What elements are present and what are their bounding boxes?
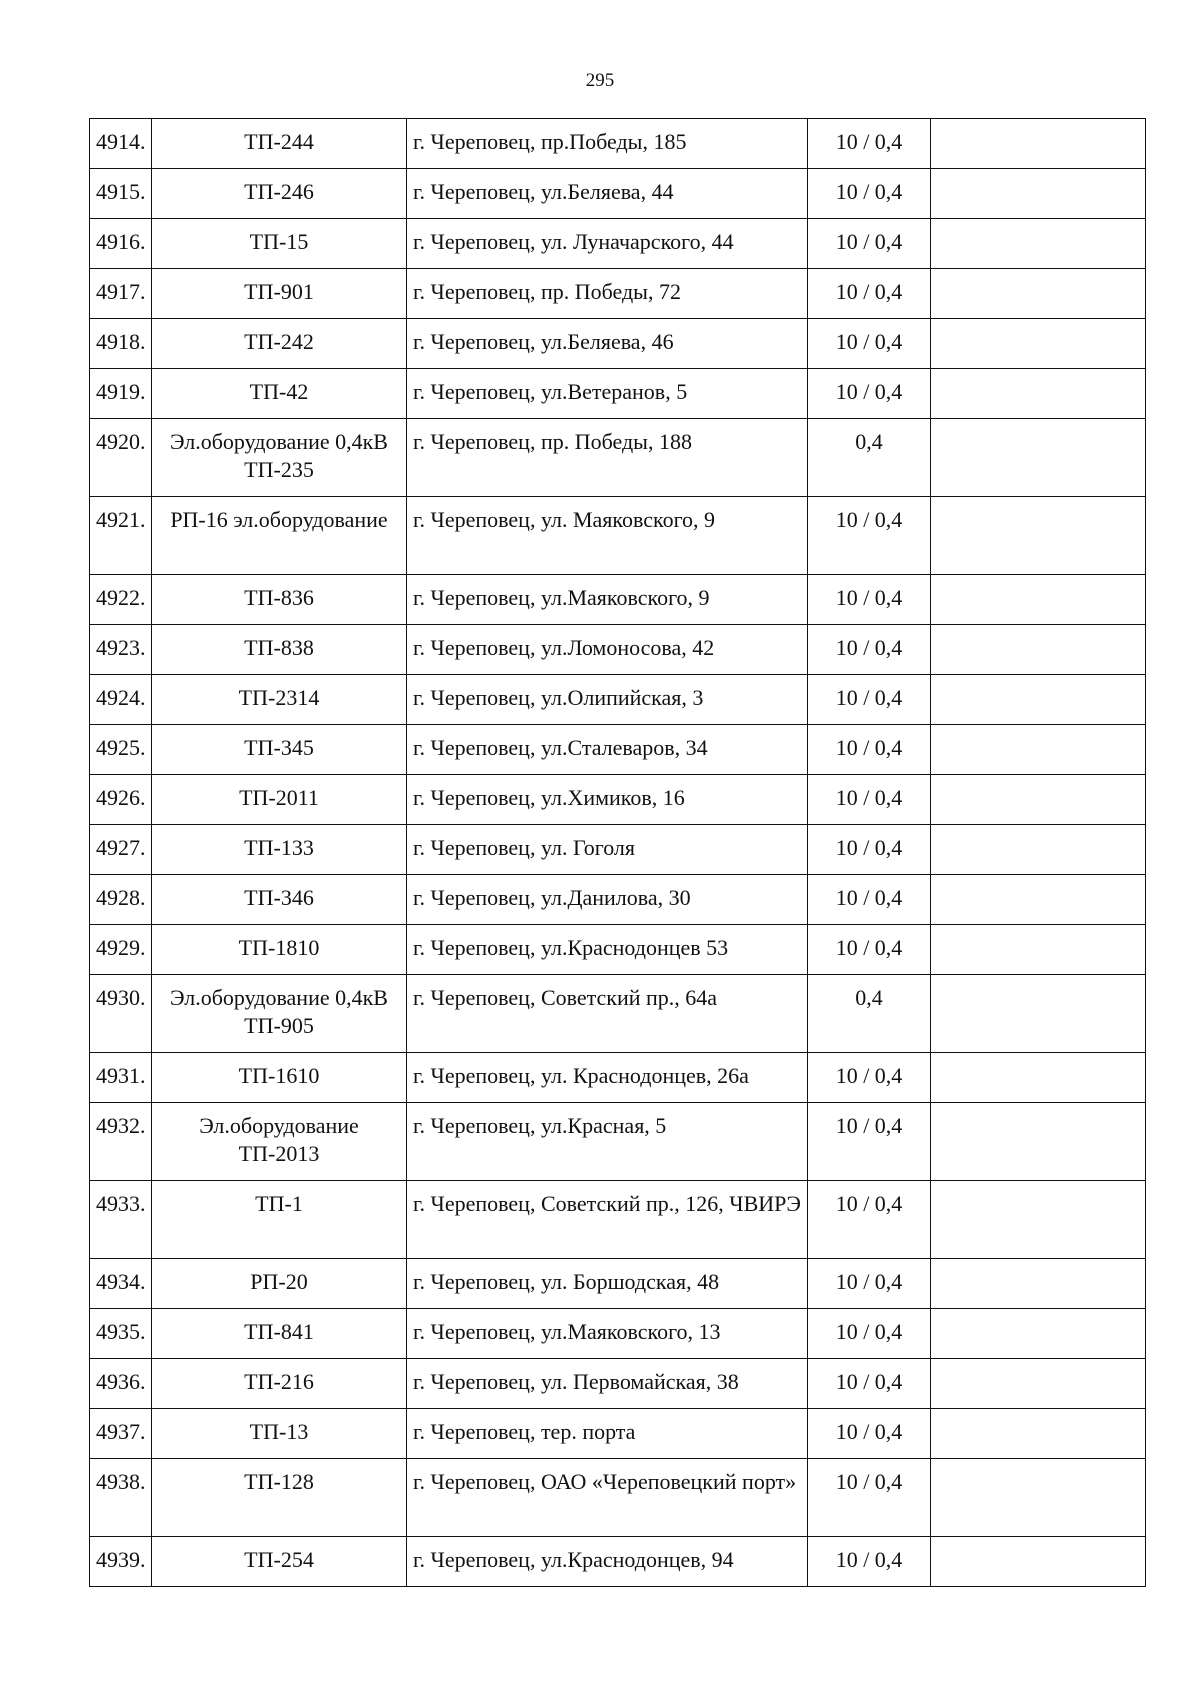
row-number: 4927. [90, 825, 152, 875]
table-row [90, 875, 1146, 925]
table-row [90, 1259, 1146, 1309]
object-note [931, 675, 1146, 725]
object-voltage: 10 / 0,4 [808, 925, 931, 975]
row-number: 4922. [90, 575, 152, 625]
row-number: 4931. [90, 1053, 152, 1103]
object-address: г. Череповец, ул. Маяковского, 9 [407, 497, 808, 575]
object-address: г. Череповец, ул. Гоголя [407, 825, 808, 875]
object-address: г. Череповец, ул.Ветеранов, 5 [407, 369, 808, 419]
object-address: г. Череповец, Советский пр., 64а [407, 975, 808, 1053]
object-voltage: 10 / 0,4 [808, 1537, 931, 1587]
object-address: г. Череповец, ул. Боршодская, 48 [407, 1259, 808, 1309]
object-address: г. Череповец, ул.Данилова, 30 [407, 875, 808, 925]
object-voltage: 10 / 0,4 [808, 675, 931, 725]
object-address: г. Череповец, ул.Ломоносова, 42 [407, 625, 808, 675]
row-number: 4934. [90, 1259, 152, 1309]
object-note [931, 825, 1146, 875]
object-address: г. Череповец, ул.Химиков, 16 [407, 775, 808, 825]
table-row [90, 1359, 1146, 1409]
object-address: г. Череповец, ул. Краснодонцев, 26а [407, 1053, 808, 1103]
object-voltage: 0,4 [808, 419, 931, 497]
object-note [931, 1309, 1146, 1359]
object-name: ТП-128 [152, 1459, 407, 1537]
object-voltage: 10 / 0,4 [808, 1181, 931, 1259]
object-name: ТП-242 [152, 319, 407, 369]
object-voltage: 10 / 0,4 [808, 725, 931, 775]
table-row [90, 675, 1146, 725]
object-name: РП-20 [152, 1259, 407, 1309]
row-number: 4933. [90, 1181, 152, 1259]
object-name: ТП-133 [152, 825, 407, 875]
row-number: 4925. [90, 725, 152, 775]
table-row [90, 1459, 1146, 1537]
row-number: 4939. [90, 1537, 152, 1587]
object-address: г. Череповец, ул.Маяковского, 9 [407, 575, 808, 625]
object-voltage: 10 / 0,4 [808, 219, 931, 269]
object-note [931, 219, 1146, 269]
object-voltage: 10 / 0,4 [808, 1309, 931, 1359]
object-voltage: 10 / 0,4 [808, 119, 931, 169]
object-note [931, 319, 1146, 369]
row-number: 4920. [90, 419, 152, 497]
object-note [931, 1409, 1146, 1459]
table-row [90, 1181, 1146, 1259]
object-name: ТП-244 [152, 119, 407, 169]
object-address: г. Череповец, пр. Победы, 72 [407, 269, 808, 319]
object-name: ТП-1610 [152, 1053, 407, 1103]
row-number: 4926. [90, 775, 152, 825]
object-address: г. Череповец, ул.Сталеваров, 34 [407, 725, 808, 775]
object-note [931, 725, 1146, 775]
object-voltage: 10 / 0,4 [808, 1359, 931, 1409]
row-number: 4932. [90, 1103, 152, 1181]
object-address: г. Череповец, ул.Маяковского, 13 [407, 1309, 808, 1359]
object-name: ТП-1810 [152, 925, 407, 975]
object-address: г. Череповец, тер. порта [407, 1409, 808, 1459]
object-voltage: 10 / 0,4 [808, 775, 931, 825]
table-row [90, 625, 1146, 675]
object-address: г. Череповец, пр. Победы, 188 [407, 419, 808, 497]
object-name: ТП-42 [152, 369, 407, 419]
table-row [90, 219, 1146, 269]
row-number: 4916. [90, 219, 152, 269]
object-address: г. Череповец, ул.Беляева, 46 [407, 319, 808, 369]
table-row [90, 419, 1146, 497]
object-name: Эл.оборудование ТП-2013 [152, 1103, 407, 1181]
object-name: ТП-838 [152, 625, 407, 675]
object-note [931, 1537, 1146, 1587]
object-name: ТП-841 [152, 1309, 407, 1359]
object-note [931, 419, 1146, 497]
object-note [931, 975, 1146, 1053]
registry-table [89, 118, 1146, 1587]
object-voltage: 10 / 0,4 [808, 875, 931, 925]
object-name: ТП-2011 [152, 775, 407, 825]
object-name: ТП-1 [152, 1181, 407, 1259]
object-note [931, 369, 1146, 419]
object-voltage: 10 / 0,4 [808, 1053, 931, 1103]
table-row [90, 1409, 1146, 1459]
object-voltage: 10 / 0,4 [808, 1409, 931, 1459]
object-voltage: 10 / 0,4 [808, 369, 931, 419]
row-number: 4924. [90, 675, 152, 725]
object-address: г. Череповец, ул.Краснодонцев 53 [407, 925, 808, 975]
object-voltage: 10 / 0,4 [808, 825, 931, 875]
object-voltage: 10 / 0,4 [808, 625, 931, 675]
object-address: г. Череповец, ул.Олипийская, 3 [407, 675, 808, 725]
table-row [90, 575, 1146, 625]
object-note [931, 625, 1146, 675]
object-name: РП-16 эл.оборудование [152, 497, 407, 575]
object-note [931, 497, 1146, 575]
object-address: г. Череповец, ОАО «Череповецкий порт» [407, 1459, 808, 1537]
object-name: Эл.оборудование 0,4кВ ТП-235 [152, 419, 407, 497]
table-row [90, 925, 1146, 975]
registry-table-body [90, 119, 1146, 1587]
object-address: г. Череповец, пр.Победы, 185 [407, 119, 808, 169]
object-note [931, 1053, 1146, 1103]
row-number: 4914. [90, 119, 152, 169]
table-row [90, 269, 1146, 319]
table-row [90, 825, 1146, 875]
row-number: 4930. [90, 975, 152, 1053]
object-voltage: 10 / 0,4 [808, 1103, 931, 1181]
object-voltage: 10 / 0,4 [808, 1459, 931, 1537]
object-name: ТП-2314 [152, 675, 407, 725]
object-voltage: 10 / 0,4 [808, 497, 931, 575]
object-note [931, 1459, 1146, 1537]
object-note [931, 1259, 1146, 1309]
object-note [931, 1181, 1146, 1259]
object-note [931, 119, 1146, 169]
object-address: г. Череповец, ул.Краснодонцев, 94 [407, 1537, 808, 1587]
row-number: 4928. [90, 875, 152, 925]
object-voltage: 10 / 0,4 [808, 319, 931, 369]
object-voltage: 10 / 0,4 [808, 1259, 931, 1309]
table-row [90, 1537, 1146, 1587]
object-name: ТП-901 [152, 269, 407, 319]
object-note [931, 1359, 1146, 1409]
table-row [90, 975, 1146, 1053]
page-number: 295 [585, 70, 615, 91]
object-address: г. Череповец, Советский пр., 126, ЧВИРЭ [407, 1181, 808, 1259]
object-address: г. Череповец, ул. Луначарского, 44 [407, 219, 808, 269]
object-name: ТП-345 [152, 725, 407, 775]
object-name: ТП-13 [152, 1409, 407, 1459]
object-note [931, 925, 1146, 975]
table-row [90, 119, 1146, 169]
row-number: 4918. [90, 319, 152, 369]
object-voltage: 10 / 0,4 [808, 169, 931, 219]
row-number: 4921. [90, 497, 152, 575]
object-note [931, 169, 1146, 219]
object-name: ТП-254 [152, 1537, 407, 1587]
object-note [931, 775, 1146, 825]
table-row [90, 369, 1146, 419]
row-number: 4919. [90, 369, 152, 419]
object-voltage: 10 / 0,4 [808, 269, 931, 319]
table-row [90, 319, 1146, 369]
object-name: ТП-216 [152, 1359, 407, 1409]
table-row [90, 1053, 1146, 1103]
table-row [90, 497, 1146, 575]
table-row [90, 1309, 1146, 1359]
row-number: 4935. [90, 1309, 152, 1359]
object-voltage: 0,4 [808, 975, 931, 1053]
object-note [931, 1103, 1146, 1181]
object-address: г. Череповец, ул.Беляева, 44 [407, 169, 808, 219]
object-address: г. Череповец, ул. Первомайская, 38 [407, 1359, 808, 1409]
table-row [90, 169, 1146, 219]
object-name: ТП-246 [152, 169, 407, 219]
row-number: 4923. [90, 625, 152, 675]
row-number: 4937. [90, 1409, 152, 1459]
row-number: 4915. [90, 169, 152, 219]
table-row [90, 1103, 1146, 1181]
row-number: 4917. [90, 269, 152, 319]
object-name: ТП-836 [152, 575, 407, 625]
object-name: ТП-346 [152, 875, 407, 925]
object-name: Эл.оборудование 0,4кВ ТП-905 [152, 975, 407, 1053]
object-note [931, 875, 1146, 925]
table-row [90, 775, 1146, 825]
row-number: 4929. [90, 925, 152, 975]
row-number: 4936. [90, 1359, 152, 1409]
row-number: 4938. [90, 1459, 152, 1537]
object-address: г. Череповец, ул.Красная, 5 [407, 1103, 808, 1181]
object-name: ТП-15 [152, 219, 407, 269]
table-row [90, 725, 1146, 775]
object-note [931, 575, 1146, 625]
object-voltage: 10 / 0,4 [808, 575, 931, 625]
object-note [931, 269, 1146, 319]
